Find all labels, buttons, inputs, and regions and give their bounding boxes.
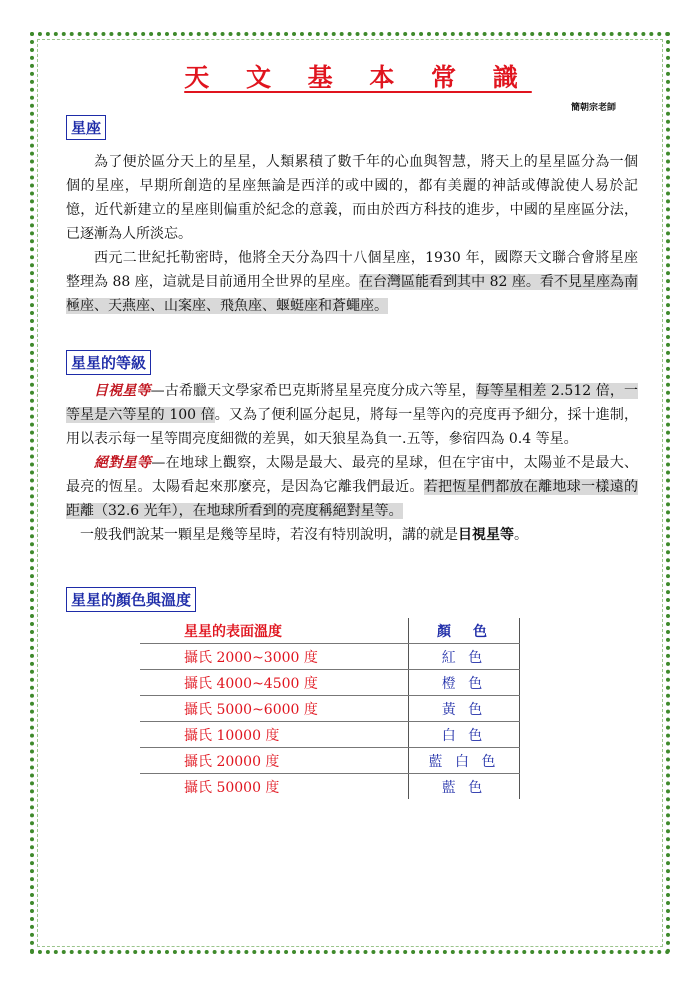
table-row	[140, 774, 520, 800]
color-cell: 白 色	[409, 722, 520, 748]
color-cell: 橙 色	[409, 670, 520, 696]
paragraph-text: 西元二世紀托勒密時，他將全天分為四十八個星座，1930 年，國際天文聯合會將星座整理為 88 座，這就是目前通用全世界的星座。	[66, 250, 638, 290]
highlighted-text: 在台灣區能看到其中 82 座。看不見星座為南極座、天燕座、山案座、飛魚座、蝘蜓座和蒼蠅座。	[66, 274, 638, 314]
table-header-temperature: 星星的表面溫度	[140, 618, 409, 644]
color-cell: 藍 白 色	[409, 748, 520, 774]
term-absolute-magnitude: 絕對星等	[94, 455, 152, 471]
paragraph-text: 。	[514, 527, 528, 543]
temperature-cell: 攝氏 50000 度	[184, 779, 280, 796]
color-cell: 紅 色	[409, 644, 520, 670]
paragraph-constellations-2	[66, 246, 638, 318]
paragraph-text: 。又為了便利區分起見，將每一星等內的亮度再予細分，採十進制，用以表示每一星等間亮度細微的差異，如天狼星為負一.五等，參宿四為 0.4 等星。	[66, 407, 639, 447]
bold-term: 目視星等	[458, 527, 514, 543]
page-title: 天 文 基 本 常 識	[184, 63, 532, 92]
temperature-cell: 攝氏 20000 度	[140, 748, 409, 774]
table-row	[140, 670, 520, 696]
table-row	[140, 722, 520, 748]
table-header-color: 顏 色	[409, 618, 520, 644]
temperature-cell: 攝氏 2000~3000 度	[140, 644, 409, 670]
section-heading-color-temperature: 星星的顏色與溫度	[66, 587, 196, 612]
paragraph-apparent-magnitude	[66, 379, 638, 451]
section-heading-magnitude: 星星的等級	[66, 350, 151, 375]
temperature-cell: 攝氏 10000 度	[140, 722, 409, 748]
document-body	[66, 58, 638, 799]
paragraph-text: —在地球上觀察，太陽是最大、最亮的星球，但在宇宙中，太陽並不是最大、最亮的恆星。太陽看起來那麼亮，是因為它離我們最近。	[66, 455, 639, 495]
section-heading-constellations: 星座	[66, 115, 106, 140]
paragraph-text: —古希臘天文學家希巴克斯將星星亮度分成六等星，	[150, 383, 476, 399]
table-header-row	[140, 618, 520, 644]
table-row	[140, 748, 520, 774]
paragraph-absolute-magnitude	[66, 451, 638, 523]
color-cell: 藍 色	[409, 774, 520, 800]
author-name: 簡朝宗老師	[570, 103, 616, 113]
highlighted-text: 若把恆星們都放在離地球一樣遠的距離（32.6 光年），在地球所看到的亮度稱絕對星等。	[66, 479, 639, 519]
color-temperature-table	[140, 618, 520, 799]
color-cell: 黃 色	[409, 696, 520, 722]
paragraph-magnitude-note	[66, 523, 638, 547]
highlighted-text: 每等星相差 2.512 倍，一等星是六等星的 100 倍	[66, 383, 638, 423]
table-row	[140, 696, 520, 722]
paragraph-constellations-1: 為了便於區分天上的星星，人類累積了數千年的心血與智慧，將天上的星星區分為一個個的星座，早期所創造的星座無論是西洋的或中國的，都有美麗的神話或傳說使人易於記憶，近代新建立的星座則偏重於紀念的意義，而由於西方科技的進步，中國的星座區分法，已逐漸為人所淡忘。	[66, 154, 638, 242]
term-apparent-magnitude: 目視星等	[94, 383, 151, 399]
temperature-cell: 攝氏 5000~6000 度	[140, 696, 409, 722]
temperature-cell: 攝氏 4000~4500 度	[140, 670, 409, 696]
paragraph-text: 一般我們說某一顆星是幾等星時，若沒有特別說明，講的就是	[80, 527, 458, 543]
table-row	[140, 644, 520, 670]
